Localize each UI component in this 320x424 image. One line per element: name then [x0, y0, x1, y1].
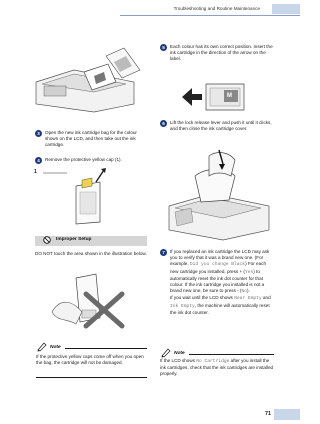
warning-title: Improper Setup [56, 237, 92, 242]
step-7-mono-yes: Yes [244, 269, 254, 275]
step-number-4: 4 [35, 157, 42, 164]
page-number: 71 [265, 411, 272, 417]
footer-tab-bar [274, 409, 300, 420]
step-7-mono-near-empty: Near Empty [234, 296, 262, 302]
step-7-mono-did-you-change: Did you change Black [189, 262, 246, 268]
illustration-open-ink-cover [34, 42, 144, 114]
step-7-part7: , the machine will automatically reset the ink dot counter. [170, 302, 270, 315]
callout-label-1: 1 [34, 169, 37, 175]
illustration-cartridge-cap [40, 168, 140, 226]
note-right-mono-no-cartridge: No Cartridge [196, 359, 230, 364]
prohibited-icon [43, 236, 51, 244]
step-6 [160, 120, 274, 132]
cartridge-label-letter: M [227, 93, 232, 99]
note-left-rule-bottom [36, 377, 147, 378]
step-7-text [160, 249, 275, 316]
note-pencil-icon [36, 340, 48, 352]
step-6-text: Lift the lock release lever and push it until it clicks, and then close the ink cartridge cover. [170, 120, 272, 132]
step-4 [35, 157, 148, 163]
step-7-part6: and [262, 295, 271, 301]
step-number-3: 3 [35, 130, 42, 137]
illustration-do-not-touch [46, 268, 132, 332]
step-7 [160, 249, 275, 316]
step-3-text: Open the new ink cartridge bag for the colour shown on the LCD, and then take out the ink cartridge. [45, 130, 137, 148]
step-5 [160, 44, 274, 63]
note-right-rule-top [189, 354, 274, 355]
step-7-paren: ( [243, 268, 245, 274]
header-rule [120, 15, 300, 16]
header-tab-bar [272, 4, 300, 14]
step-7-part3: ) to automatically reset the ink dot counter for that colour. If the ink cartridge you installed is not a brand new one, be sure to press - ( [170, 268, 265, 294]
note-left-title: Note [50, 345, 61, 350]
note-right-text [160, 358, 274, 378]
running-header-title: Troubleshooting and Routine Maintenance [173, 6, 260, 11]
step-5-text: Each colour has its own correct position. Insert the ink cartridge in the direction of the arrow on the label. [170, 44, 273, 62]
step-7-part1: If you replaced an ink cartridge the LCD may ask you to verify that it was a brand new one. (For example, [170, 249, 270, 267]
step-7-mono-ink-empty: Ink Empty [170, 303, 195, 309]
note-right-part2: after you install the ink cartridges, check that the ink cartridges are installed properly. [160, 358, 274, 377]
note-left-text: If the protective yellow caps come off when you open the bag, the cartridge will not be damaged. [36, 354, 144, 366]
step-number-5: 5 [160, 44, 167, 51]
note-right-title: Note [174, 351, 185, 356]
step-7-mono-no: No [241, 289, 248, 295]
note-right-part1: If the LCD shows [160, 358, 195, 363]
step-7-part5: If you wait until the LCD shows [170, 295, 233, 301]
illustration-close-ink-cover [165, 146, 275, 242]
step-3 [35, 130, 148, 149]
warning-text: DO NOT touch the area shown in the illustration below. [35, 251, 147, 256]
step-number-6: 6 [160, 120, 167, 127]
step-number-7: 7 [160, 249, 167, 256]
step-4-text: Remove the protective yellow cap (1). [45, 157, 122, 162]
illustration-cartridge-label [180, 80, 250, 114]
note-left-rule-top [65, 348, 147, 349]
step-7-part2: ) For each new cartridge you installed, press + [170, 261, 266, 274]
note-pencil-icon [160, 346, 172, 358]
step-7-part4: ). [247, 288, 250, 294]
